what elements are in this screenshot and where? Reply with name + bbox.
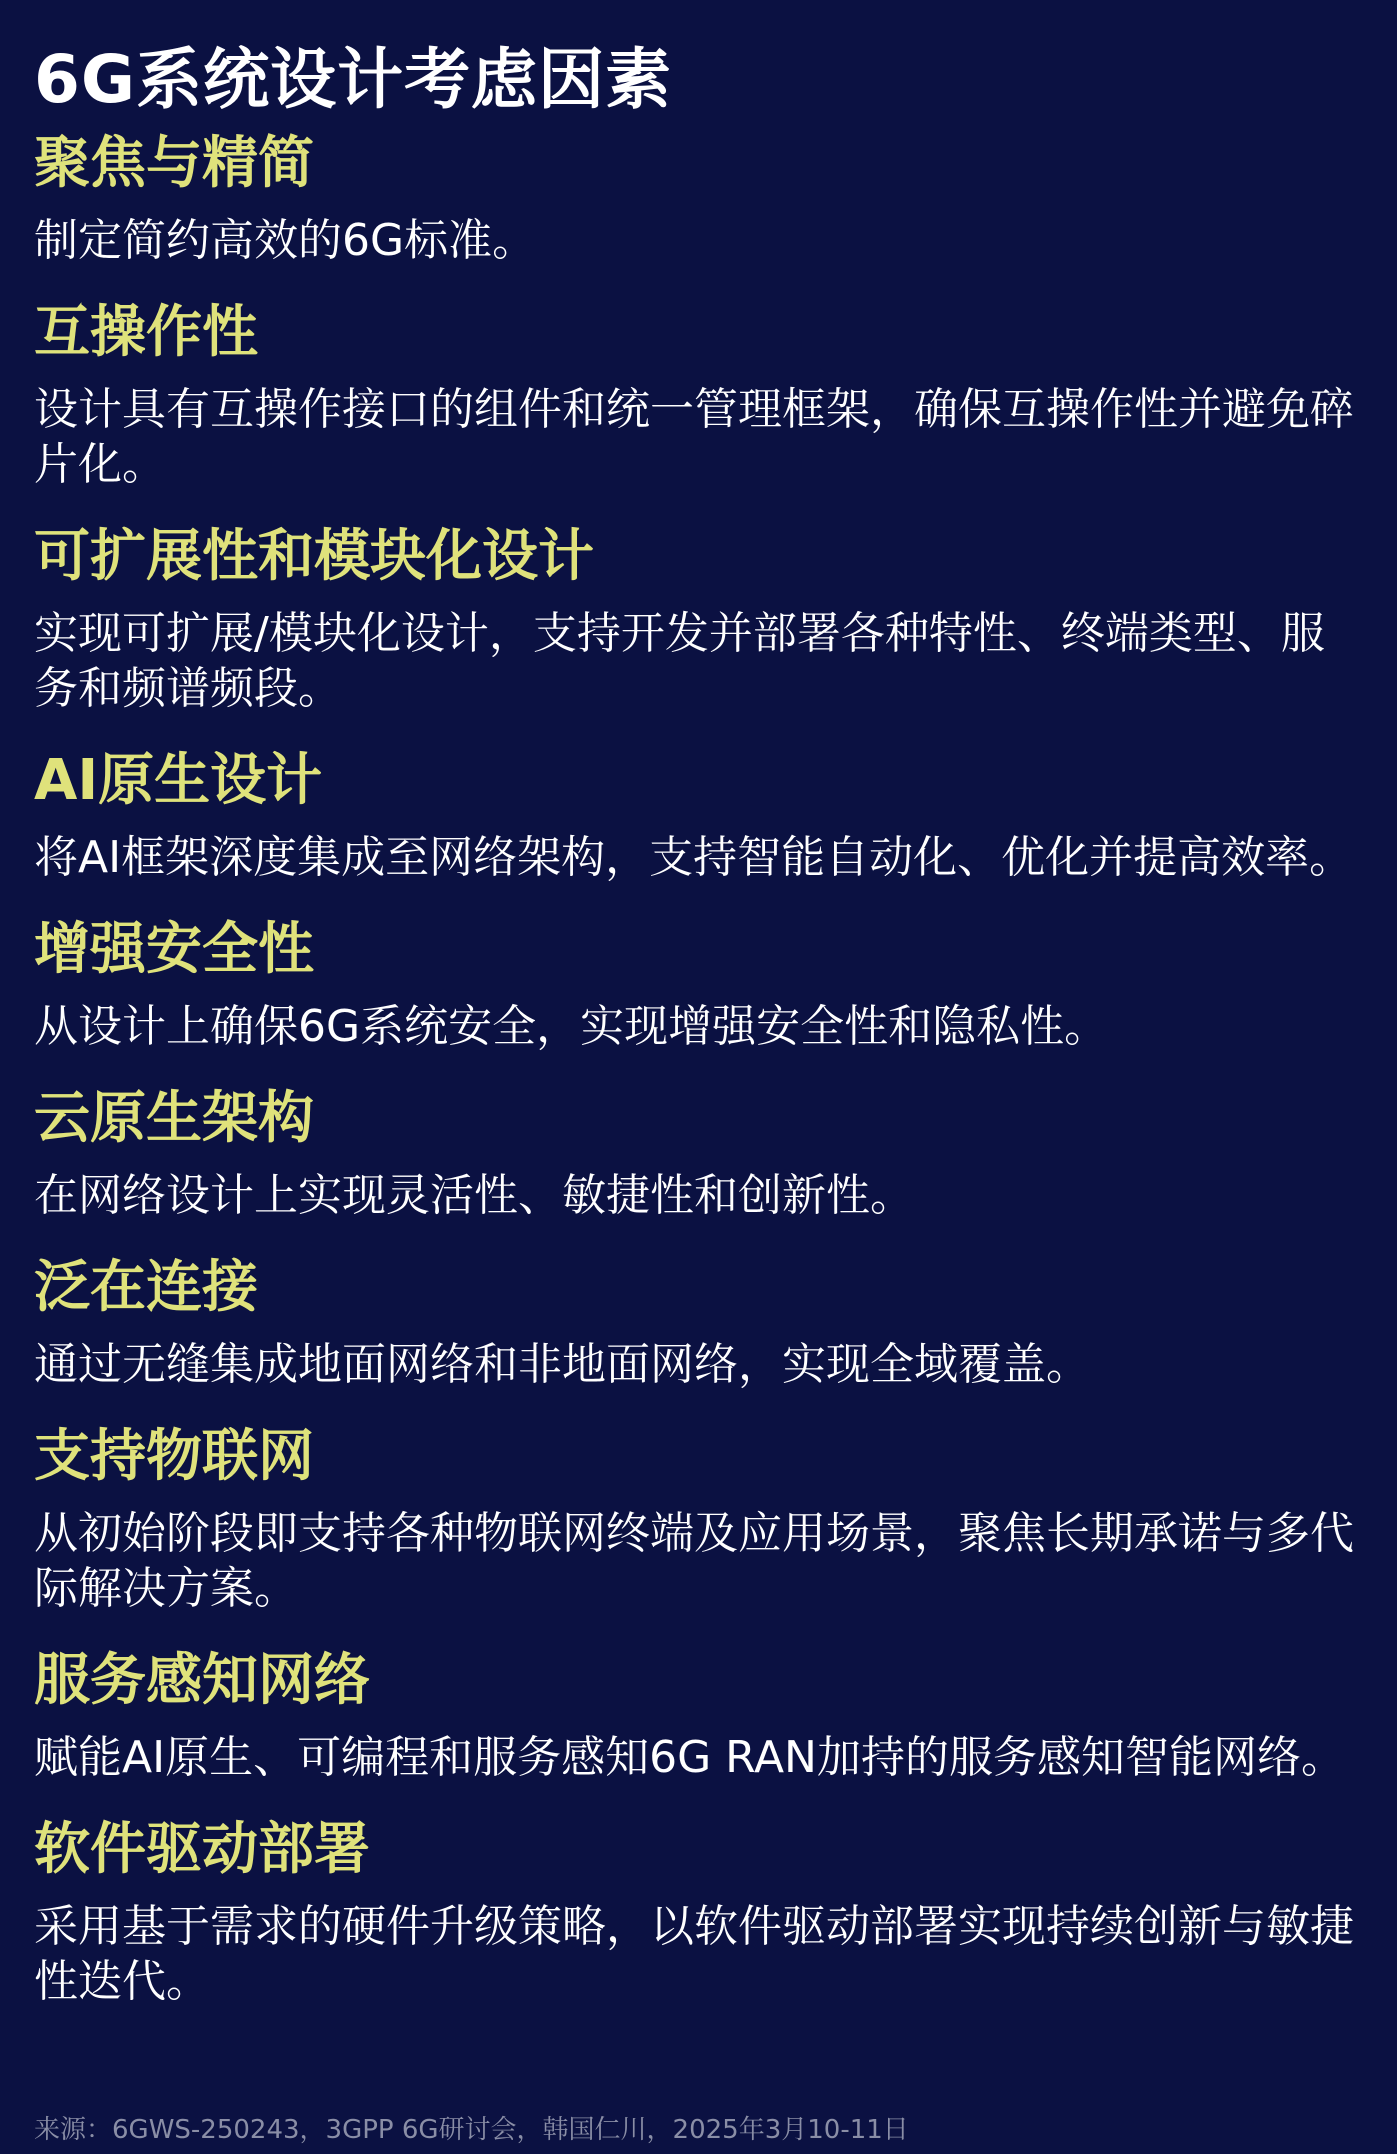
- section-body: 采用基于需求的硬件升级策略，以软件驱动部署实现持续创新与敏捷性迭代。: [34, 1900, 1354, 2007]
- section-interoperability: [34, 298, 1363, 492]
- section-focus-simplicity: [34, 129, 1363, 268]
- section-heading: AI原生设计: [34, 747, 323, 813]
- section-ai-native: [34, 746, 1363, 885]
- section-body: 在网络设计上实现灵活性、敏捷性和创新性。: [34, 1169, 914, 1221]
- source-note: 来源：6GWS-250243，3GPP 6G研讨会，韩国仁川，2025年3月10-11日: [34, 2114, 909, 2145]
- section-body: 将AI框架深度集成至网络架构，支持智能自动化、优化并提高效率。: [34, 831, 1354, 883]
- section-heading: 聚焦与精简: [34, 130, 314, 196]
- section-body: 从初始阶段即支持各种物联网终端及应用场景，聚焦长期承诺与多代际解决方案。: [34, 1507, 1354, 1614]
- section-heading: 增强安全性: [34, 916, 314, 982]
- section-heading: 可扩展性和模块化设计: [34, 523, 594, 589]
- section-ubiquitous-connectivity: [34, 1253, 1363, 1392]
- section-iot-support: [34, 1422, 1363, 1616]
- section-body: 通过无缝集成地面网络和非地面网络，实现全域覆盖。: [34, 1338, 1090, 1390]
- section-body: 从设计上确保6G系统安全，实现增强安全性和隐私性。: [34, 1000, 1109, 1052]
- section-body: 制定简约高效的6G标准。: [34, 214, 537, 266]
- section-body: 实现可扩展/模块化设计，支持开发并部署各种特性、终端类型、服务和频谱频段。: [34, 607, 1325, 714]
- section-heading: 云原生架构: [34, 1085, 314, 1151]
- section-security: [34, 915, 1363, 1054]
- section-heading: 服务感知网络: [34, 1647, 370, 1713]
- section-heading: 互操作性: [34, 299, 258, 365]
- section-scalability-modularity: [34, 522, 1363, 716]
- section-service-aware-network: [34, 1646, 1363, 1785]
- section-heading: 泛在连接: [34, 1254, 258, 1320]
- section-cloud-native: [34, 1084, 1363, 1223]
- section-software-driven-deployment: [34, 1815, 1363, 2009]
- section-heading: 软件驱动部署: [34, 1816, 370, 1882]
- section-body: 设计具有互操作接口的组件和统一管理框架，确保互操作性并避免碎片化。: [34, 383, 1354, 490]
- section-heading: 支持物联网: [34, 1423, 314, 1489]
- section-body: 赋能AI原生、可编程和服务感知6G RAN加持的服务感知智能网络。: [34, 1731, 1345, 1783]
- page-title: 6G系统设计考虑因素: [34, 41, 673, 118]
